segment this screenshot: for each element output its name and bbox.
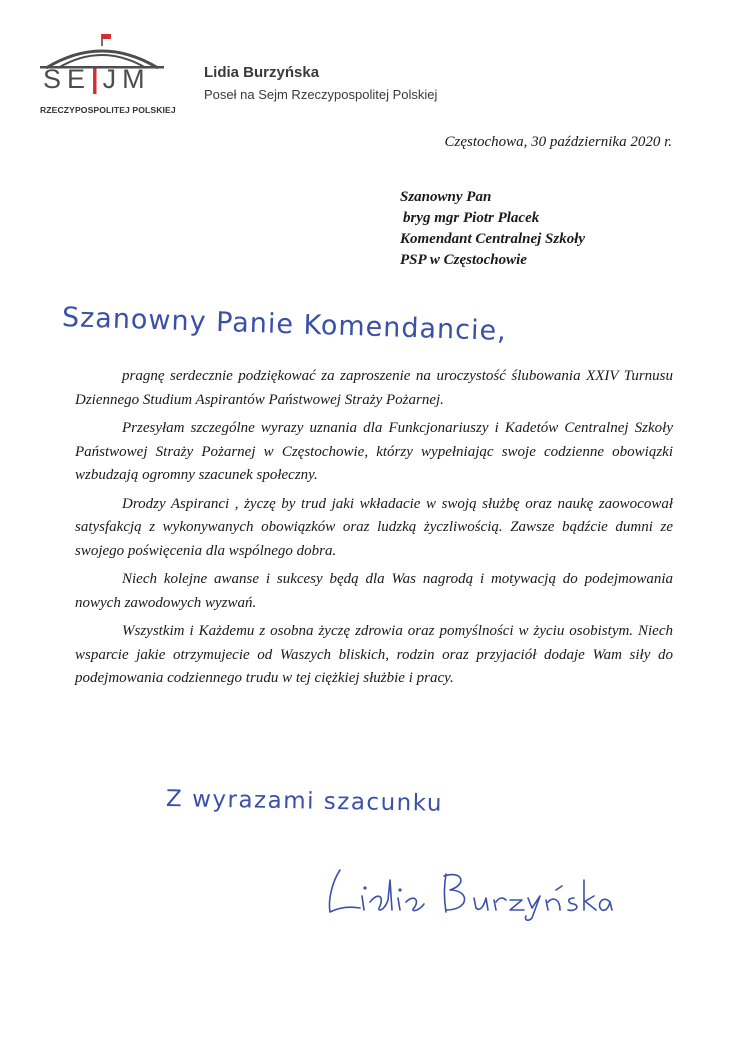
recipient-line: Szanowny Pan: [400, 189, 492, 205]
recipient-block: [400, 187, 585, 271]
body-paragraph: Przesyłam szczególne wyrazy uznania dla Funkcjonariuszy i Kadetów Centralnej Szkoły Państwowej Straży Pożarnej w Częstochowie, którzy wypełniając swoje codzienne obowiązki wzbudzają ogromny szacunek społeczny.: [75, 420, 673, 483]
sejm-logo: [38, 30, 176, 122]
logo-subtitle: RZECZYPOSPOLITEJ POLSKIEJ: [40, 105, 176, 115]
body-paragraph: pragnę serdecznie podziękować za zaproszenie na uroczystość ślubowania XXIV Turnusu Dziennego Studium Aspirantów Państwowej Straży Pożarnej.: [75, 368, 673, 408]
body-paragraph: Drodzy Aspiranci , życzę by trud jaki wkładacie w swoją służbę oraz naukę zaowocował satysfakcją z wykonywanych obowiązków oraz ludzką życzliwością. Zawsze bądźcie dumni ze swojego poświęcenia dla wspólnego dobra.: [75, 495, 673, 559]
body-paragraph: Niech kolejne awanse i sukcesy będą dla Was nagrodą i motywacją do podejmowania nowych zawodowych wyzwań.: [75, 571, 673, 611]
logo-wordmark: SE|JM: [43, 64, 151, 94]
letter-body: [75, 365, 673, 696]
recipient-line: Komendant Centralnej Szkoły: [400, 231, 586, 247]
handwritten-signature: [318, 856, 618, 922]
handwritten-closing: Z wyrazami szacunku: [165, 786, 444, 817]
sender-name: Lidia Burzyńska: [204, 64, 320, 81]
recipient-line: bryg mgr Piotr Placek: [403, 210, 540, 226]
letter-date: Częstochowa, 30 października 2020 r.: [444, 134, 672, 150]
recipient-line: PSP w Częstochowie: [400, 252, 527, 268]
sender-title: Poseł na Sejm Rzeczypospolitej Polskiej: [204, 87, 438, 102]
body-paragraph: Wszystkim i Każdemu z osobna życzę zdrowia oraz pomyślności w życiu osobistym. Niech wsparcie jakie otrzymujecie od Waszych bliskich, rodzin oraz przyjaciół dodaje Wam siły do podejmowania codziennego trudu w tej ciężkiej służbie i pracy.: [75, 623, 673, 686]
handwritten-salutation: Szanowny Panie Komendancie,: [61, 302, 508, 347]
